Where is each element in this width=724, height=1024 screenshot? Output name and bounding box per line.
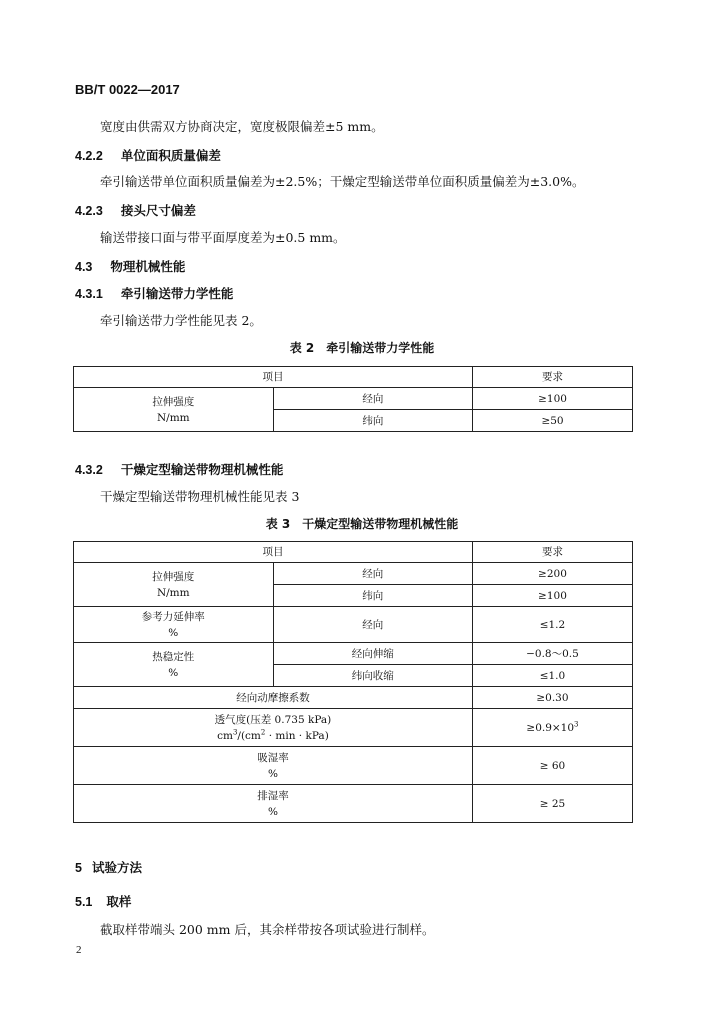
paragraph-sampling: 截取样带端头 200 mm 后，其余样带按各项试验进行制样。 (100, 922, 435, 937)
label-line: 参考力延伸率 (141, 610, 205, 623)
unit-exponent: 2 (260, 728, 266, 736)
unit-line: % (267, 767, 278, 780)
requirement-value: ≤1.2 (472, 607, 632, 643)
direction-weft-shrink: 纬向收缩 (273, 665, 472, 687)
requirement-value: ≥100 (472, 585, 632, 607)
heading-number: 4.3.1 (75, 287, 103, 301)
heading-title: 牵引输送带力学性能 (120, 286, 234, 301)
unit-line: % (168, 666, 179, 679)
value-part: ≥0.9×10 (526, 721, 575, 734)
heading-title: 物理机械性能 (110, 259, 186, 274)
unit-line: N/mm (156, 411, 190, 424)
label-line: 热稳定性 (152, 650, 195, 663)
value-exponent: 3 (574, 720, 579, 728)
heading-number: 4.3 (75, 260, 93, 274)
heading-title: 单位面积质量偏差 (120, 148, 221, 163)
requirement-value: ≥50 (473, 410, 633, 432)
table-2 (73, 366, 633, 432)
unit-line: % (267, 805, 278, 818)
unit-part: cm (217, 729, 233, 742)
heading-number: 4.2.3 (75, 204, 103, 218)
label-line: 排湿率 (257, 789, 289, 802)
table-header-item: 项目 (74, 367, 473, 388)
elongation-label (74, 607, 274, 643)
label-line: 拉伸强度 (152, 570, 195, 583)
moisture-release-label (74, 785, 473, 823)
direction-weft: 纬向 (273, 585, 472, 607)
table-2-caption: 表 2 牵引输送带力学性能 (289, 341, 435, 355)
requirement-value: ≥0.30 (472, 687, 632, 709)
direction-warp: 经向 (273, 388, 472, 410)
paragraph-mass-deviation: 牵引输送带单位面积质量偏差为±2.5%；干燥定型输送带单位面积质量偏差为±3.0%。 (100, 174, 585, 189)
tensile-strength-label (74, 388, 274, 432)
heading-title: 接头尺寸偏差 (120, 203, 196, 218)
heading-4-2-3 (75, 201, 196, 219)
unit-part: /(cm (237, 729, 261, 742)
paragraph-width-deviation: 宽度由供需双方协商决定，宽度极限偏差±5 mm。 (100, 119, 384, 134)
tensile-strength-label (74, 563, 274, 607)
heading-4-3-2 (75, 460, 283, 478)
direction-warp: 经向 (273, 563, 472, 585)
label-line: 透气度(压差 0.735 kPa) (214, 713, 332, 726)
heading-number: 4.3.2 (75, 463, 103, 477)
unit-exponent: 3 (232, 728, 238, 736)
requirement-value: ≤1.0 (472, 665, 632, 687)
heading-5 (75, 858, 142, 876)
unit-part: · min · kPa) (265, 729, 329, 742)
direction-weft: 纬向 (273, 410, 472, 432)
paragraph-joint-deviation: 输送带接口面与带平面厚度差为±0.5 mm。 (100, 230, 346, 245)
unit-line: % (168, 626, 179, 639)
table-3 (73, 541, 633, 823)
requirement-value: ≥100 (473, 388, 633, 410)
heading-number: 5 (75, 861, 82, 875)
paragraph-drying-ref: 干燥定型输送带物理机械性能见表 3 (100, 489, 300, 504)
requirement-value: ≥200 (472, 563, 632, 585)
heading-title: 试验方法 (91, 860, 142, 875)
heading-5-1 (75, 892, 131, 910)
heading-title: 干燥定型输送带物理机械性能 (120, 462, 284, 477)
heading-number: 5.1 (75, 895, 93, 909)
heading-title: 取样 (106, 894, 132, 909)
table-3-caption: 表 3 干燥定型输送带物理机械性能 (265, 517, 459, 531)
direction-warp-shrink: 经向伸缩 (273, 643, 472, 665)
heading-4-3-1 (75, 284, 233, 302)
unit-line: N/mm (156, 586, 190, 599)
table-header-requirement: 要求 (472, 542, 632, 563)
requirement-value: ≥ 25 (472, 785, 632, 823)
requirement-value: ≥ 60 (472, 747, 632, 785)
paragraph-traction-ref: 牵引输送带力学性能见表 2。 (100, 313, 262, 328)
requirement-value (472, 709, 632, 747)
table-header-requirement: 要求 (473, 367, 633, 388)
requirement-value: −0.8～0.5 (472, 643, 632, 665)
page-number: 2 (76, 944, 82, 956)
moisture-absorption-label (74, 747, 473, 785)
standard-code: BB/T 0022—2017 (75, 82, 180, 97)
heat-stability-label (74, 643, 274, 687)
unit-line (74, 728, 472, 744)
table-header-item: 项目 (74, 542, 473, 563)
direction-warp: 经向 (273, 607, 472, 643)
heading-4-3 (75, 257, 185, 275)
friction-label: 经向动摩擦系数 (74, 687, 473, 709)
heading-number: 4.2.2 (75, 149, 103, 163)
label-line: 吸湿率 (257, 751, 289, 764)
permeability-label (74, 709, 473, 747)
label-line: 拉伸强度 (152, 395, 195, 408)
heading-4-2-2 (75, 146, 221, 164)
